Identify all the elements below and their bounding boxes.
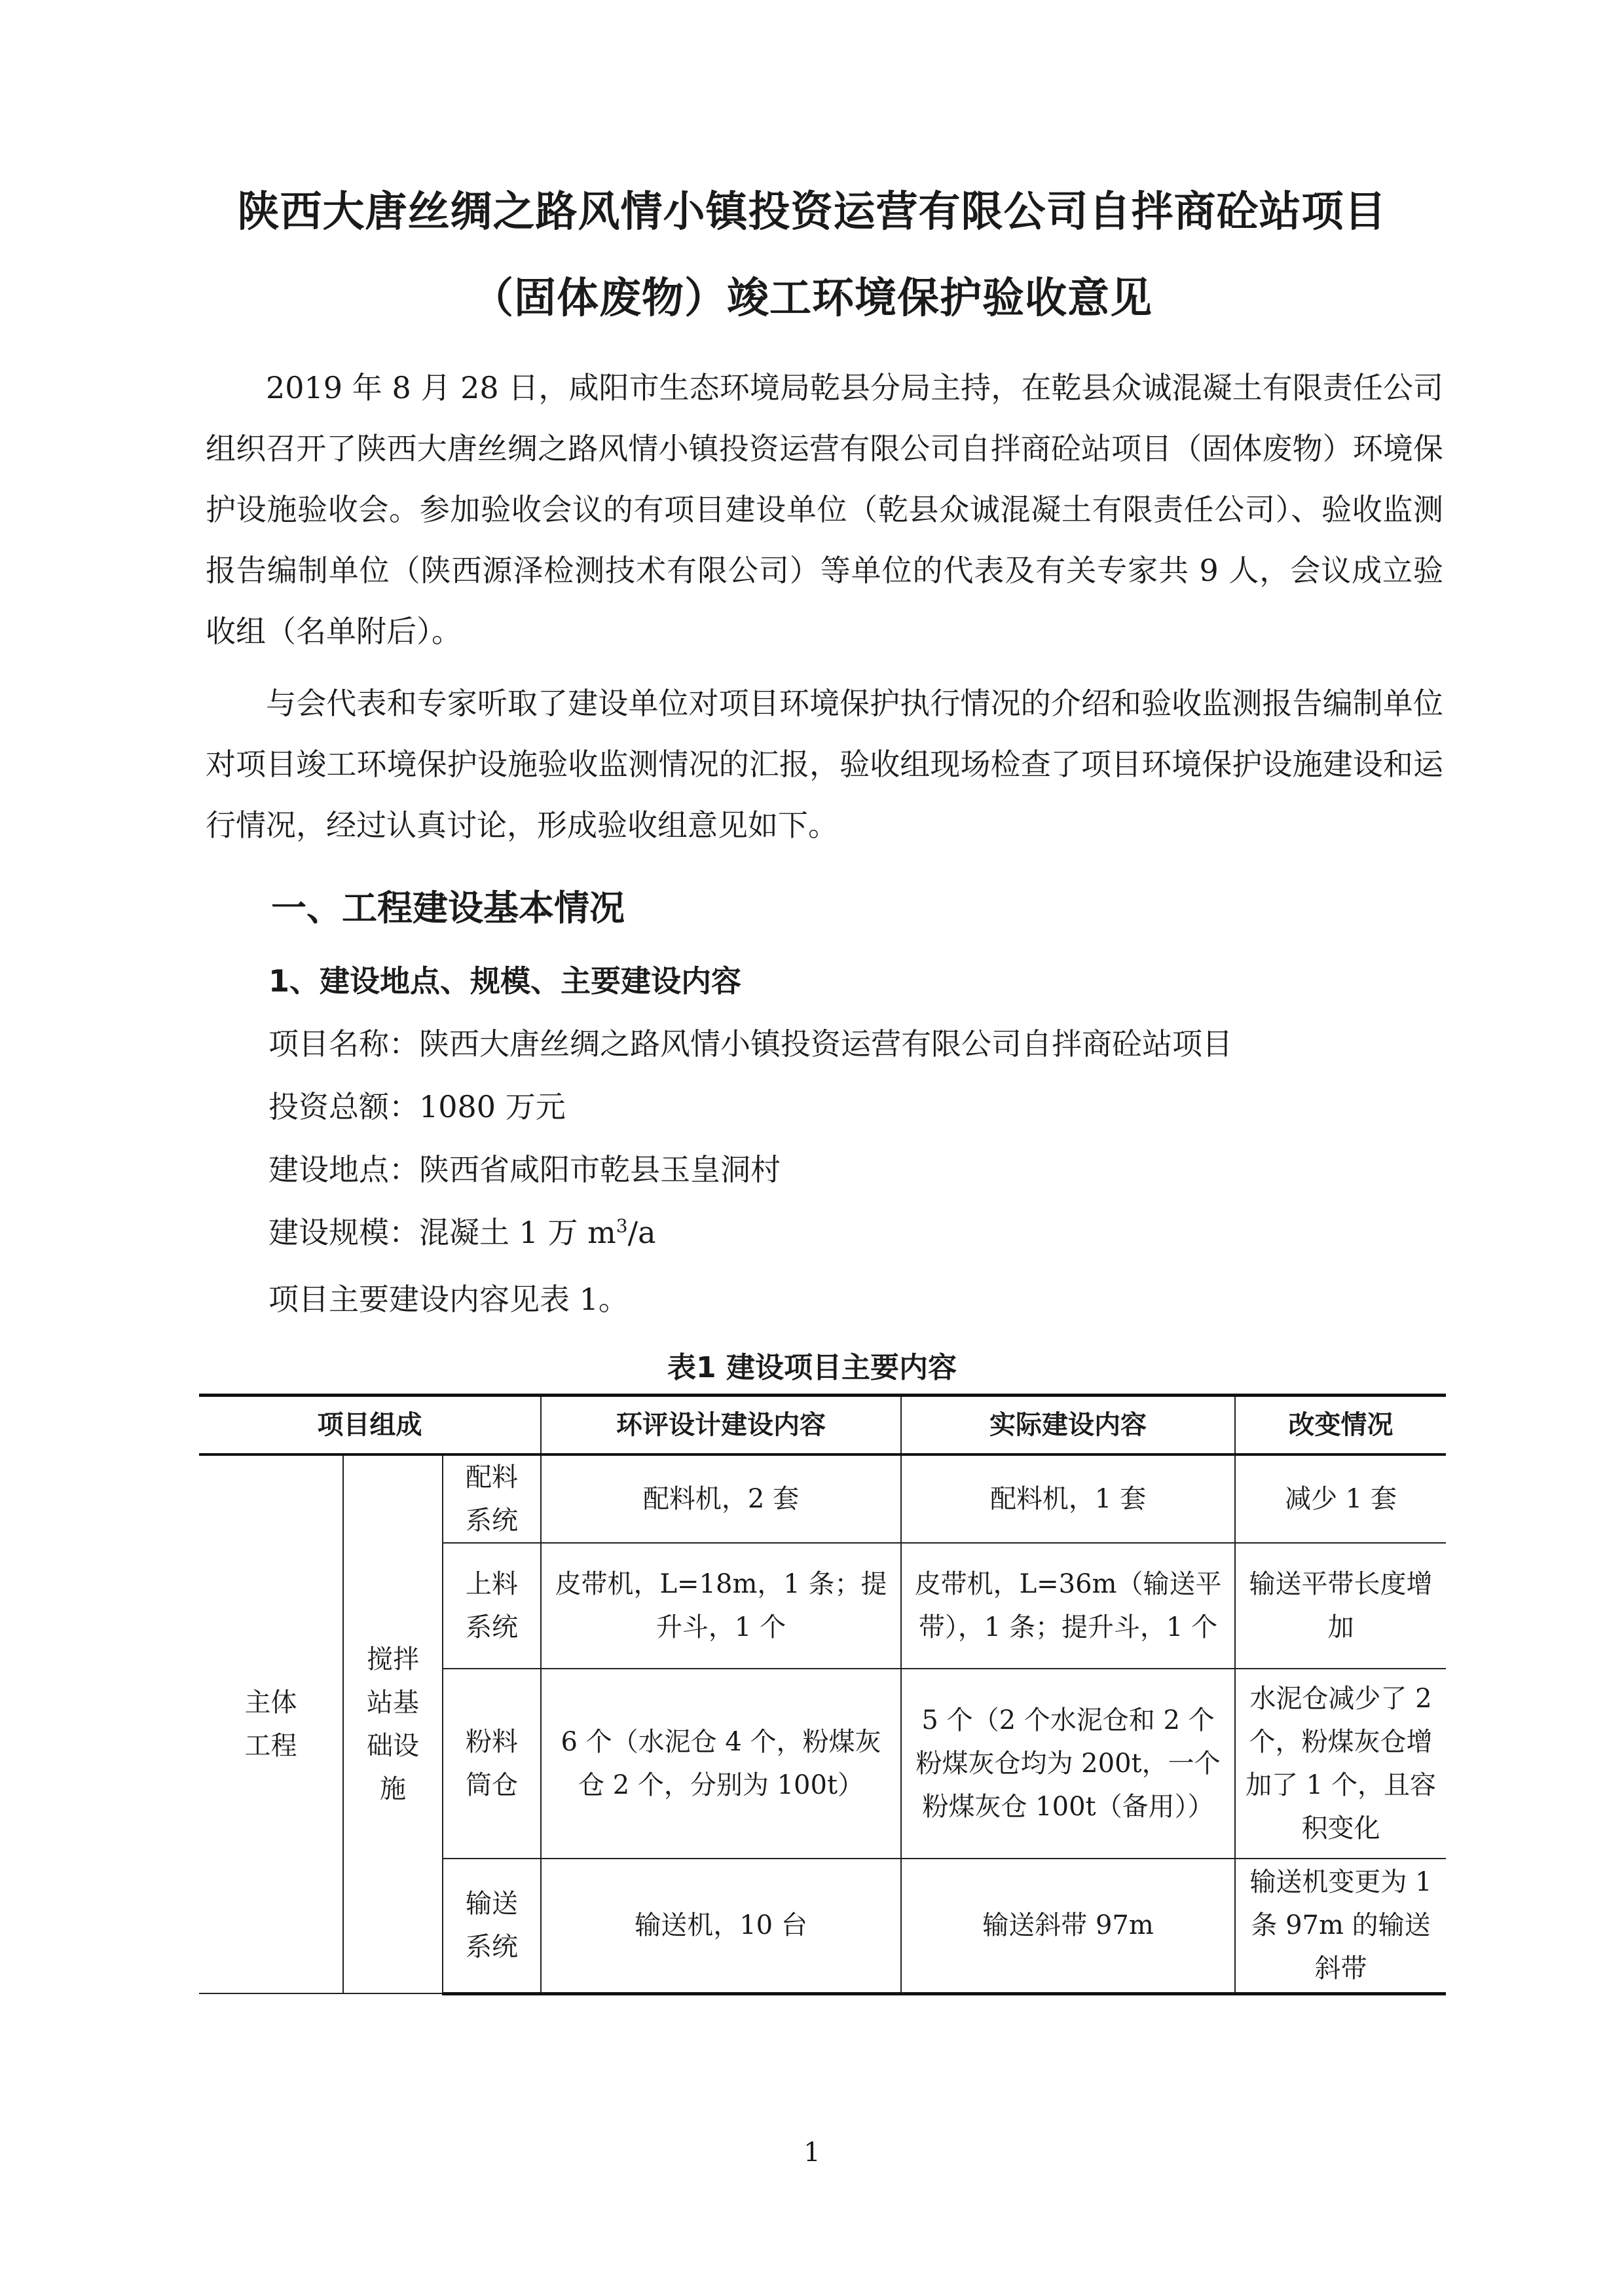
section-heading-basic-info: 一、工程建设基本情况 [271,887,625,929]
row-item-text: 上料系统 [466,1569,519,1642]
paragraph-meeting-info [206,358,1443,662]
location-line: 建设地点：陕西省咸阳市乾县玉皇洞村 [268,1152,781,1187]
row-eia: 6 个（水泥仓 4 个，粉煤灰仓 2 个，分别为 100t） [541,1669,901,1859]
row-item-text: 粉料筒仓 [466,1727,519,1800]
table-row [199,1454,1446,1543]
header-change: 改变情况 [1235,1396,1446,1455]
row-actual: 5 个（2 个水泥仓和 2 个粉煤灰仓均为 200t，一个粉煤灰仓 100t（备用）） [901,1669,1235,1859]
header-eia-design: 环评设计建设内容 [541,1396,901,1455]
row-actual: 皮带机，L=36m（输送平带），1 条；提升斗，1 个 [901,1543,1235,1669]
scale-superscript: 3 [616,1215,628,1237]
row-item-text: 配料系统 [466,1462,519,1536]
group-mixing-station-text: 搅拌站基础设施 [367,1644,419,1804]
row-eia: 配料机，2 套 [541,1454,901,1543]
group-mixing-station [343,1454,443,1993]
row-item [443,1454,541,1543]
paragraph-meeting-info-text: 2019 年 8 月 28 日，咸阳市生态环境局乾县分局主持，在乾县众诚混凝土有限责任公司组织召开了陕西大唐丝绸之路风情小镇投资运营有限公司自拌商砼站项目（固体废物）环境保护设施验收会。参加验收会议的有项目建设单位（乾县众诚混凝土有限责任公司）、验收监测报告编制单位（陕西源泽检测技术有限公司）等单位的代表及有关专家共 9 人，会议成立验收组（名单附后）。 [206,370,1443,649]
row-change: 输送平带长度增加 [1235,1543,1446,1669]
paragraph-review-summary-text: 与会代表和专家听取了建设单位对项目环境保护执行情况的介绍和验收监测报告编制单位对项目竣工环境保护设施验收监测情况的汇报，验收组现场检查了项目环境保护设施建设和运行情况，经过认真讨论，形成验收组意见如下。 [206,686,1443,843]
document-title-line-2: （固体废物）竣工环境保护验收意见 [471,274,1153,323]
paragraph-review-summary [206,673,1443,856]
document-title-line-1: 陕西大唐丝绸之路风情小镇投资运营有限公司自拌商砼站项目 [237,188,1387,236]
row-change: 输送机变更为 1 条 97m 的输送斜带 [1235,1859,1446,1993]
page-number: 1 [803,2138,821,2168]
row-item [443,1859,541,1993]
scale-suffix: /a [627,1215,656,1250]
row-item-text: 输送系统 [466,1889,519,1963]
row-actual: 配料机，1 套 [901,1454,1235,1543]
project-name-line: 项目名称：陕西大唐丝绸之路风情小镇投资运营有限公司自拌商砼站项目 [268,1026,1232,1062]
row-change: 水泥仓减少了 2 个，粉煤灰仓增加了 1 个，且容积变化 [1235,1669,1446,1859]
header-actual: 实际建设内容 [901,1396,1235,1455]
scale-line [268,1209,656,1252]
row-actual: 输送斜带 97m [901,1859,1235,1993]
row-item [443,1543,541,1669]
table-caption: 表1 建设项目主要内容 [667,1351,957,1384]
row-item [443,1669,541,1859]
table-intro-line: 项目主要建设内容见表 1。 [268,1282,629,1317]
row-change: 减少 1 套 [1235,1454,1446,1543]
scale-prefix: 建设规模：混凝土 1 万 m [268,1215,616,1250]
row-eia: 输送机，10 台 [541,1859,901,1993]
construction-content-table [199,1394,1446,1995]
row-eia: 皮带机，L=18m，1 条；提升斗，1 个 [541,1543,901,1669]
group-main-project [199,1454,343,1993]
table-header-row [199,1396,1446,1455]
header-composition: 项目组成 [199,1396,541,1455]
subsection-heading-location-scale: 1、建设地点、规模、主要建设内容 [268,963,742,999]
group-main-project-text: 主体工程 [244,1688,297,1761]
investment-line: 投资总额：1080 万元 [268,1089,566,1124]
